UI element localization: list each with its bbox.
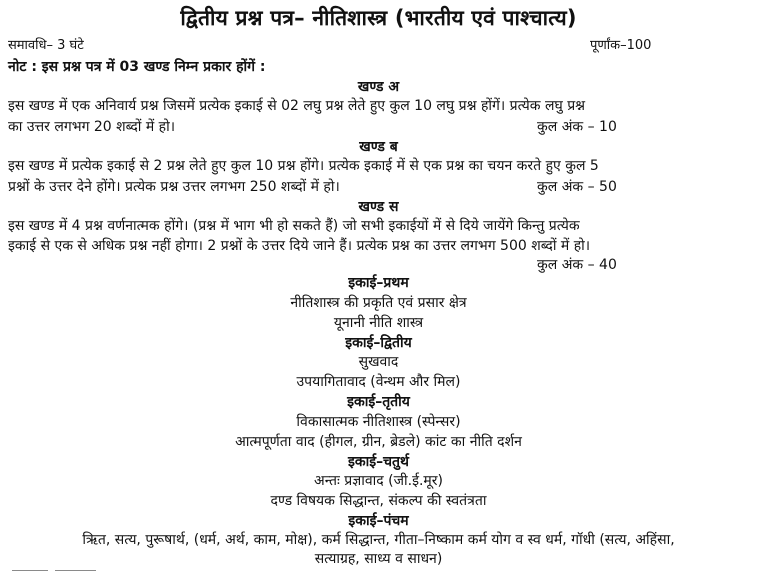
unit-4-topic: अन्तः प्रज्ञावाद (जी.ई.मूर) (314, 473, 443, 489)
exam-duration: समावधि– 3 घंटे (8, 38, 84, 53)
section-a-text-line2: का उत्तर लगभग 20 शब्दों में हो। (8, 119, 176, 135)
section-b-text-line2: प्रश्नों के उत्तर देने होंगे। प्रत्येक प्रश्न उत्तर लगभग 250 शब्दों में हो। (8, 179, 340, 195)
max-marks: पूर्णांक–100 (590, 38, 652, 53)
section-c-marks: कुल अंक – 40 (537, 257, 617, 273)
section-b-heading: खण्ड ब (359, 139, 398, 155)
footer-divider (12, 570, 48, 571)
unit-1-topic: यूनानी नीति शास्त्र (333, 315, 424, 331)
footer-divider (55, 570, 96, 571)
unit-4-heading: इकाई–चतुर्थ (348, 454, 409, 470)
unit-1-topic: नीतिशास्त्र की प्रकृति एवं प्रसार क्षेत्र (290, 295, 467, 311)
unit-5-topic: ऋित, सत्य, पुरूषार्थ, (धर्म, अर्थ, काम, मोक्ष), कर्म सिद्धान्त, गीता–निष्काम कर्म योग व स्व धर्म, गॉधी (सत्य, अहिंसा, (82, 532, 675, 548)
section-a-heading: खण्ड अ (357, 79, 400, 95)
section-c-text-line1: इस खण्ड में 4 प्रश्न वर्णनात्मक होंगे। (प्रश्न में भाग भी हो सकते हैं) जो सभी इकाईयों में से दिये जायेंगे किन्तु प्रत्येक (8, 218, 580, 234)
unit-3-heading: इकाई–तृतीय (347, 394, 410, 410)
unit-4-topic: दण्ड विषयक सिद्धान्त, संकल्प की स्वतंत्रता (270, 493, 487, 509)
section-c-text-line2: इकाई से एक से अधिक प्रश्न नहीं होगा। 2 प्रश्नों के उत्तर दिये जाने हैं। प्रत्येक प्रश्न का उत्तर लगभग 500 शब्दों में हो। (8, 238, 591, 254)
unit-2-topic: उपयागितावाद (वेन्थम और मिल) (296, 374, 461, 390)
unit-5-topic: सत्याग्रह, साध्य व साधन) (314, 551, 443, 567)
note-text: नोट : इस प्रश्न पत्र में 03 खण्ड निम्न प्रकार होंगें : (8, 59, 266, 75)
section-c-heading: खण्ड स (358, 199, 399, 215)
page-title: द्वितीय प्रश्न पत्र– नीतिशास्त्र (भारतीय एवं पाश्चात्य) (180, 6, 577, 30)
unit-3-topic: विकासात्मक नीतिशास्त्र (स्पेन्सर) (296, 414, 461, 430)
section-a-text-line1: इस खण्ड में एक अनिवार्य प्रश्न जिसमें प्रत्येक इकाई से 02 लघु प्रश्न लेते हुए कुल 10 लघु प्रश्न होंगें। प्रत्येक लघु प्रश्न (8, 98, 586, 114)
unit-5-heading: इकाई–पंचम (348, 513, 409, 529)
unit-2-topic: सुखवाद (358, 354, 399, 370)
unit-1-heading: इकाई–प्रथम (348, 275, 409, 291)
section-b-text-line1: इस खण्ड में प्रत्येक इकाई से 2 प्रश्न लेते हुए कुल 10 प्रश्न होंगे। प्रत्येक इकाई में से एक प्रश्न का चयन करते हुए कुल 5 (8, 158, 599, 174)
unit-3-topic: आत्मपूर्णता वाद (हीगल, ग्रीन, ब्रेडले) कांट का नीति दर्शन (235, 434, 522, 450)
section-b-marks: कुल अंक – 50 (537, 179, 617, 195)
unit-2-heading: इकाई–द्वितीय (345, 335, 412, 351)
section-a-marks: कुल अंक – 10 (537, 119, 617, 135)
